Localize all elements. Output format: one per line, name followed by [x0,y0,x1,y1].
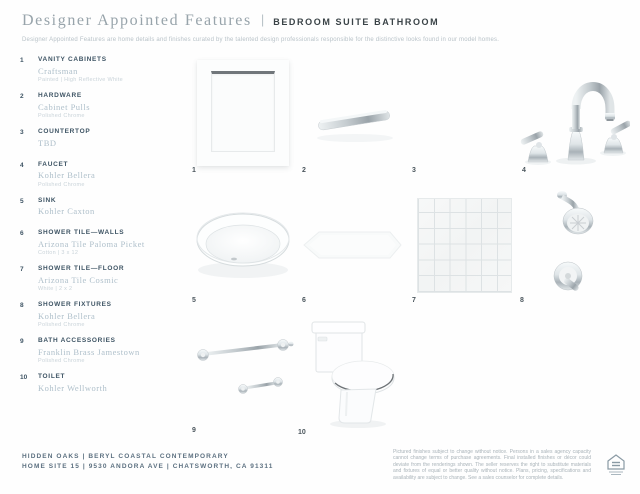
feature-category: SHOWER FIXTURES [38,301,112,308]
feature-category: SHOWER TILE—WALLS [38,229,125,236]
product-number: 3 [412,167,416,174]
product-number: 2 [302,167,306,174]
feature-item-shower-fixtures [20,301,185,328]
feature-detail: Painted | High Reflective White [38,77,124,83]
feature-number: 3 [20,129,24,136]
title-row [22,12,622,30]
feature-name: TBD [38,137,57,148]
product-cell-toilet [296,316,402,436]
product-cell-faucet [518,55,630,174]
feature-number: 8 [20,302,24,309]
feature-item-shower-tile-walls [20,229,185,256]
project-name: HIDDEN OAKS | BERYL COASTAL CONTEMPORARY [22,453,229,460]
product-cell-shower-fixtures [518,188,624,304]
product-cell-cabinet-pull [300,58,406,174]
feature-category: FAUCET [38,160,69,168]
product-number: 6 [302,297,306,304]
feature-category: TOILET [38,373,66,380]
cabinet-door-panel [211,71,275,152]
feature-item-faucet [20,161,185,188]
feature-name: Kohler Bellera [38,310,96,321]
product-number: 5 [192,297,196,304]
bath-accessories-image [190,318,296,434]
feature-name: Cabinet Pulls [38,101,91,112]
feature-number: 1 [20,57,24,64]
feature-number: 2 [20,93,24,100]
feature-category: SINK [38,196,57,204]
toilet-image [310,316,416,430]
product-number: 10 [298,429,306,436]
footer-project-info [22,452,273,472]
cabinet-pull-image [300,58,406,174]
feature-item-hardware [20,92,185,119]
title-divider: | [260,12,265,27]
feature-item-toilet [20,373,185,393]
product-number: 1 [192,167,196,174]
feature-category: COUNTERTOP [38,128,91,135]
feature-detail: Polished Chrome [38,181,85,188]
features-list [20,56,185,406]
feature-item-countertop [20,128,185,148]
cabinet-door-image [197,60,289,166]
feature-name: Kohler Caxton [38,206,95,216]
product-number: 4 [522,167,526,174]
room-name: BEDROOM SUITE BATHROOM [273,17,440,27]
feature-name: Franklin Brass Jamestown [38,346,140,357]
product-number: 8 [520,297,524,304]
project-address: HOME SITE 15 | 9530 ANDORA AVE | CHATSWORTH, CA 91311 [22,463,274,470]
board-description: Designer Appointed Features are home details and finishes curated by the talented design professionals responsible for the distinctive looks found in our model homes. [22,37,500,43]
sink-image [190,188,296,304]
equal-housing-logo [605,452,627,476]
page-title: Designer Appointed Features [22,12,252,29]
feature-detail: White | 2 x 2 [38,286,73,292]
mosaic-tile-image [417,198,512,293]
product-cell-wall-tile [300,188,406,304]
feature-number: 7 [20,266,24,273]
product-cell-sink [190,188,296,304]
legal-disclaimer: Pictured finishes subject to change without notice. Persons in a sales agency capacity cannot change terms of purchase agreements. Final installed finishes or décor could deviate from the renderings shown. The seller reserves the right to substitute materials and fixtures of equal or better quality without notice. Plans, pricing, specifications and availability are subject to change. See a sales counselor for complete details. [393,449,591,481]
feature-item-shower-tile-floor [20,265,185,292]
shower-fixtures-image [518,188,624,304]
feature-category: BATH ACCESSORIES [38,337,116,344]
feature-number: 6 [20,230,24,237]
feature-number: 4 [20,161,24,169]
feature-detail: Cotton | 3 x 12 [38,250,79,256]
feature-name: Arizona Tile Cosmic [38,274,119,285]
feature-category: VANITY CABINETS [38,56,107,63]
feature-number: 5 [20,197,24,205]
feature-name: Kohler Wellworth [38,382,108,393]
feature-detail: Polished Chrome [38,358,85,364]
feature-item-sink [20,197,185,217]
feature-detail: Polished Chrome [38,113,85,119]
feature-category: SHOWER TILE—FLOOR [38,265,125,272]
product-cell-vanity-cabinet [190,58,296,174]
feature-number: 9 [20,338,24,345]
feature-name: Craftsman [38,65,78,76]
product-cell-floor-tile [410,188,516,304]
feature-category: HARDWARE [38,92,82,99]
product-number: 9 [192,427,196,434]
feature-detail: Polished Chrome [38,322,85,328]
header [22,12,622,43]
product-cell-countertop-tbd [410,58,516,174]
feature-number: 10 [20,374,28,381]
picket-tile-image [300,188,406,304]
feature-name: Arizona Tile Paloma Picket [38,238,145,249]
feature-item-vanity-cabinets [20,56,185,83]
product-number: 7 [412,297,416,304]
faucet-image [518,61,630,175]
feature-item-bath-accessories [20,337,185,364]
product-cell-bath-accessories [190,318,296,434]
feature-name: Kohler Bellera [38,170,96,180]
